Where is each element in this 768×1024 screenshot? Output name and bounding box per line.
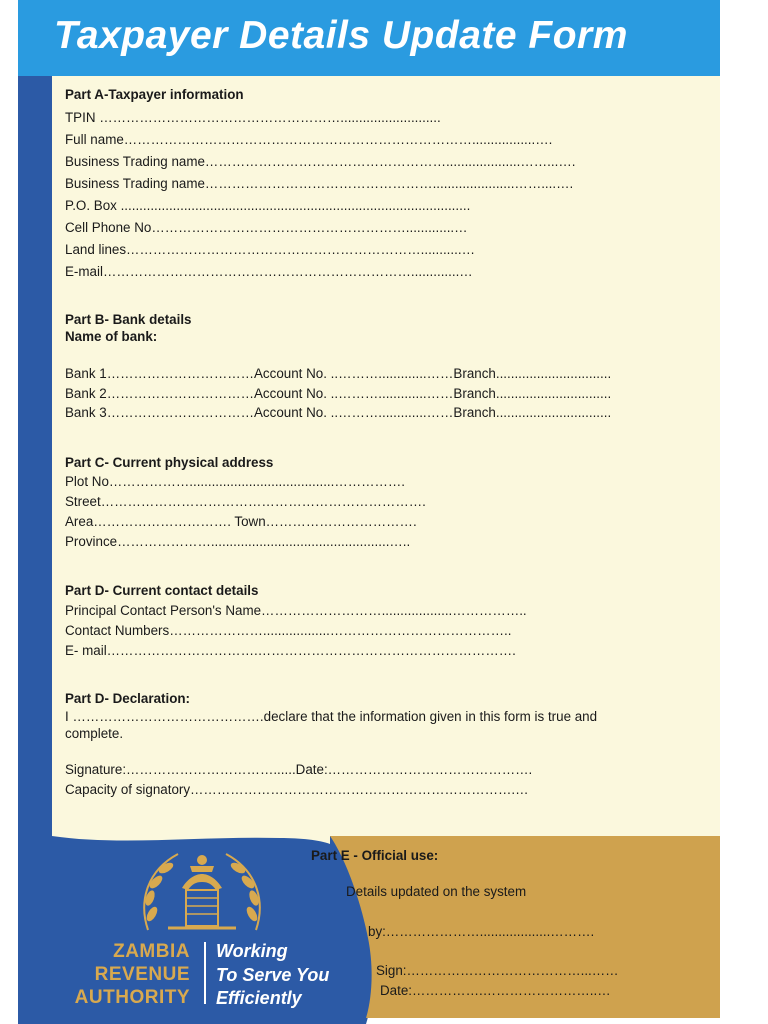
zra-name: [54, 940, 190, 1009]
capacity-field: Capacity of signatory……………………………………………………………….…: [65, 782, 529, 797]
bank-name-label: Name of bank:: [65, 329, 158, 344]
po-box-field: P.O. Box ..............................................................................................: [65, 198, 471, 213]
bank-3-account-field: Account No. ..……….............……: [254, 405, 454, 420]
bank-1-branch-field: Branch...............................: [453, 366, 612, 381]
bank-1-row: [65, 366, 611, 382]
contact-numbers-field: Contact Numbers…………………..................…………………………………..: [65, 623, 512, 638]
province-field: Province…………………................................................…..: [65, 534, 411, 549]
declaration-line-1: I …………………………………….declare that the information given in this form is true and: [65, 709, 598, 724]
details-updated-label: Details updated on the system: [346, 884, 527, 899]
part-b-heading: Part B- Bank details: [65, 312, 192, 327]
full-name-field: Full name…………………………………………………………………….................….: [65, 132, 553, 147]
header-banner: [18, 0, 720, 76]
tpin-field: TPIN ………………………………………………...........................: [65, 110, 441, 125]
part-a-heading: Part A-Taxpayer information: [65, 87, 244, 102]
zra-name-line-3: AUTHORITY: [74, 987, 190, 1008]
part-e-heading: Part E - Official use:: [311, 848, 439, 863]
principal-contact-field: Principal Contact Person's Name………………………...................……………..: [65, 603, 527, 618]
zra-slogan: [216, 940, 329, 1011]
bank-3-name-field: Bank 3……………………………: [65, 405, 254, 420]
bank-2-name-field: Bank 2……………………………: [65, 386, 254, 401]
bank-2-row: [65, 386, 611, 402]
zra-name-line-2: REVENUE: [94, 964, 190, 985]
updated-by-field: by:…………………...................……….: [368, 924, 595, 939]
slogan-line-3: Efficiently: [216, 988, 302, 1008]
slogan-line-1: Working: [216, 941, 288, 961]
business-trading-name-field-2: Business Trading name……………………………………………......................……....….: [65, 176, 574, 191]
contact-email-field: E- mail…………………………….………………………………………………….: [65, 643, 516, 658]
plot-no-field: Plot No……………….......................................…………….: [65, 474, 406, 489]
cell-phone-field: Cell Phone No………………………………………………….............…: [65, 220, 468, 235]
business-trading-name-field: Business Trading name………………………………………………....................……...….: [65, 154, 576, 169]
brand-divider: [204, 942, 206, 1004]
part-c-heading: Part C- Current physical address: [65, 455, 274, 470]
official-sign-field: Sign:…………………………………...……: [376, 963, 619, 978]
form-title: Taxpayer Details Update Form: [54, 14, 628, 57]
bank-3-branch-field: Branch...............................: [453, 405, 612, 420]
email-field: E-mail…………………………………………………………….............…: [65, 264, 473, 279]
bank-3-row: [65, 405, 611, 421]
coat-of-arms-icon: [128, 840, 276, 936]
street-field: Street……………………………………………………………….: [65, 494, 426, 509]
bank-2-branch-field: Branch...............................: [453, 386, 612, 401]
part-d-heading: Part D- Current contact details: [65, 583, 259, 598]
declaration-heading: Part D- Declaration:: [65, 691, 191, 706]
bank-1-name-field: Bank 1……………………………: [65, 366, 254, 381]
official-date-field: Date:…………….……………………..…: [380, 983, 611, 998]
signature-date-field: Signature:……………………………......Date:……………………………………….: [65, 762, 533, 777]
zra-name-line-1: ZAMBIA: [113, 941, 190, 962]
bank-2-account-field: Account No. ..……….............……: [254, 386, 454, 401]
area-town-field: Area…………………………. Town…………………………….: [65, 514, 417, 529]
bank-1-account-field: Account No. ..……….............……: [254, 366, 454, 381]
slogan-line-2: To Serve You: [216, 964, 330, 985]
declaration-line-2: complete.: [65, 726, 124, 741]
land-lines-field: Land lines…………………………………………………………...........…: [65, 242, 475, 257]
